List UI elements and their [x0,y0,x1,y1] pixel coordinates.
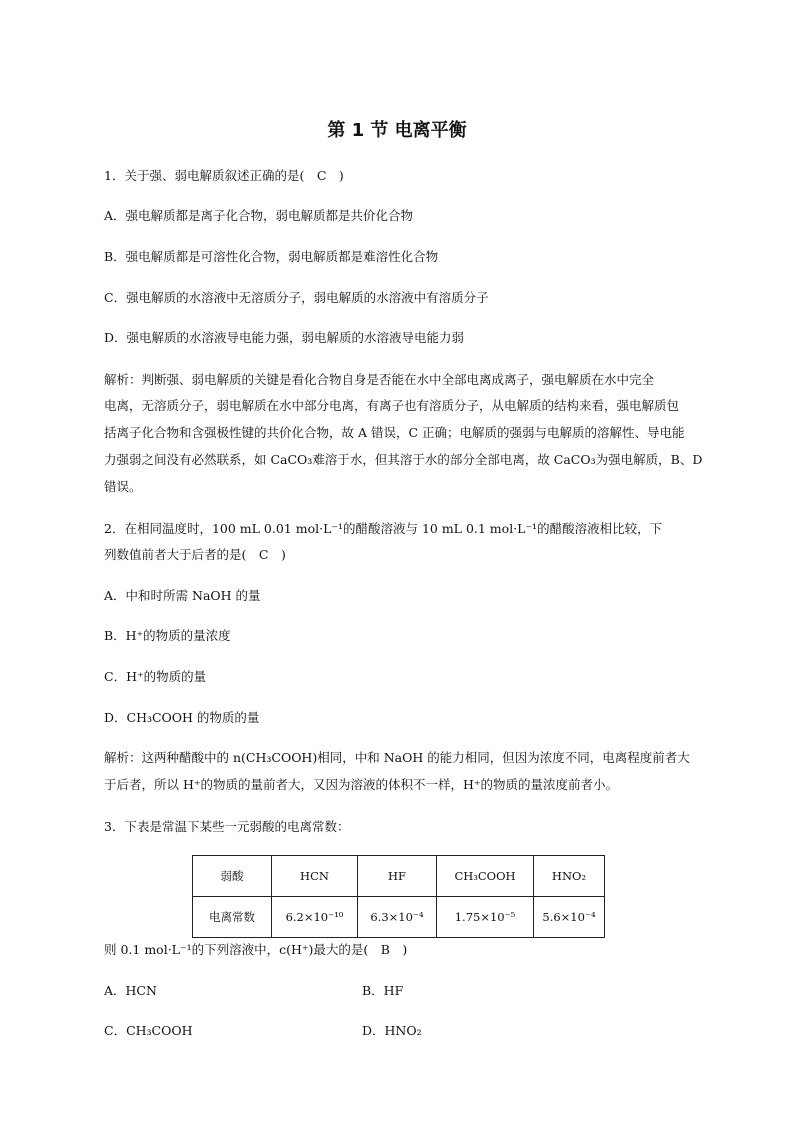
ionization-constant-table [192,855,605,938]
q3-option-d: D．HNO₂ [362,1023,422,1038]
table-cell: 1.75×10⁻⁵ [437,897,534,938]
q2-option-a: A．中和时所需 NaOH 的量 [104,588,261,603]
q1-stem: 1．关于强、弱电解质叙述正确的是( C ) [104,168,344,183]
table-row [193,856,605,897]
table-row [193,897,605,938]
q1-explanation-line: 括离子化合物和含强极性键的共价化合物，故 A 错误，C 正确；电解质的强弱与电解质的溶解性、导电能 [104,425,685,440]
q1-explanation-line: 错误。 [104,479,142,494]
q3-stem: 3．下表是常温下某些一元弱酸的电离常数： [104,819,350,834]
q1-explanation-line: 电离，无溶质分子，弱电解质在水中部分电离，有离子也有溶质分子，从电解质的结构来看，强电解质包 [104,398,680,413]
table-cell: 电离常数 [193,897,272,938]
q1-explanation-line: 解析：判断强、弱电解质的关键是看化合物自身是否能在水中全部电离成离子，强电解质在水中完全 [104,372,655,387]
q3-option-b: B．HF [362,983,404,998]
q3-followup: 则 0.1 mol·L⁻¹的下列溶液中，c(H⁺)最大的是( B ) [104,942,408,957]
table-cell: 6.2×10⁻¹⁰ [272,897,358,938]
q1-explanation-line: 力强弱之间没有必然联系，如 CaCO₃难溶于水，但其溶于水的部分全部电离，故 CaCO₃为强电解质，B、D [104,452,703,467]
table-cell: 6.3×10⁻⁴ [358,897,437,938]
page-title: 第 1 节 电离平衡 [327,120,467,141]
q1-option-a: A．强电解质都是离子化合物，弱电解质都是共价化合物 [104,208,414,223]
q2-explanation-line: 解析：这两种醋酸中的 n(CH₃COOH)相同，中和 NaOH 的能力相同，但因为浓度不同，电离程度前者大 [104,750,690,765]
table-header-cell: 弱酸 [193,856,272,897]
q2-option-b: B．H⁺的物质的量浓度 [104,628,231,643]
q1-option-c: C．强电解质的水溶液中无溶质分子，弱电解质的水溶液中有溶质分子 [104,290,489,305]
q2-explanation-line: 于后者，所以 H⁺的物质的量前者大，又因为溶液的体积不一样，H⁺的物质的量浓度前者小。 [104,777,618,792]
q1-option-d: D．强电解质的水溶液导电能力强，弱电解质的水溶液导电能力弱 [104,330,465,345]
q2-stem: 2．在相同温度时，100 mL 0.01 mol·L⁻¹的醋酸溶液与 10 mL 0.1 mol·L⁻¹的醋酸溶液相比较，下 [104,521,663,536]
table-header-cell: HCN [272,856,358,897]
q3-option-c: C．CH₃COOH [104,1023,193,1038]
q2-stem: 列数值前者大于后者的是( C ) [104,547,286,562]
table-header-cell: HNO₂ [534,856,605,897]
q3-option-a: A．HCN [104,983,157,998]
table-header-cell: HF [358,856,437,897]
q2-option-d: D．CH₃COOH 的物质的量 [104,710,260,725]
q2-option-c: C．H⁺的物质的量 [104,669,207,684]
q1-option-b: B．强电解质都是可溶性化合物，弱电解质都是难溶性化合物 [104,249,439,264]
table-header-cell: CH₃COOH [437,856,534,897]
table-cell: 5.6×10⁻⁴ [534,897,605,938]
